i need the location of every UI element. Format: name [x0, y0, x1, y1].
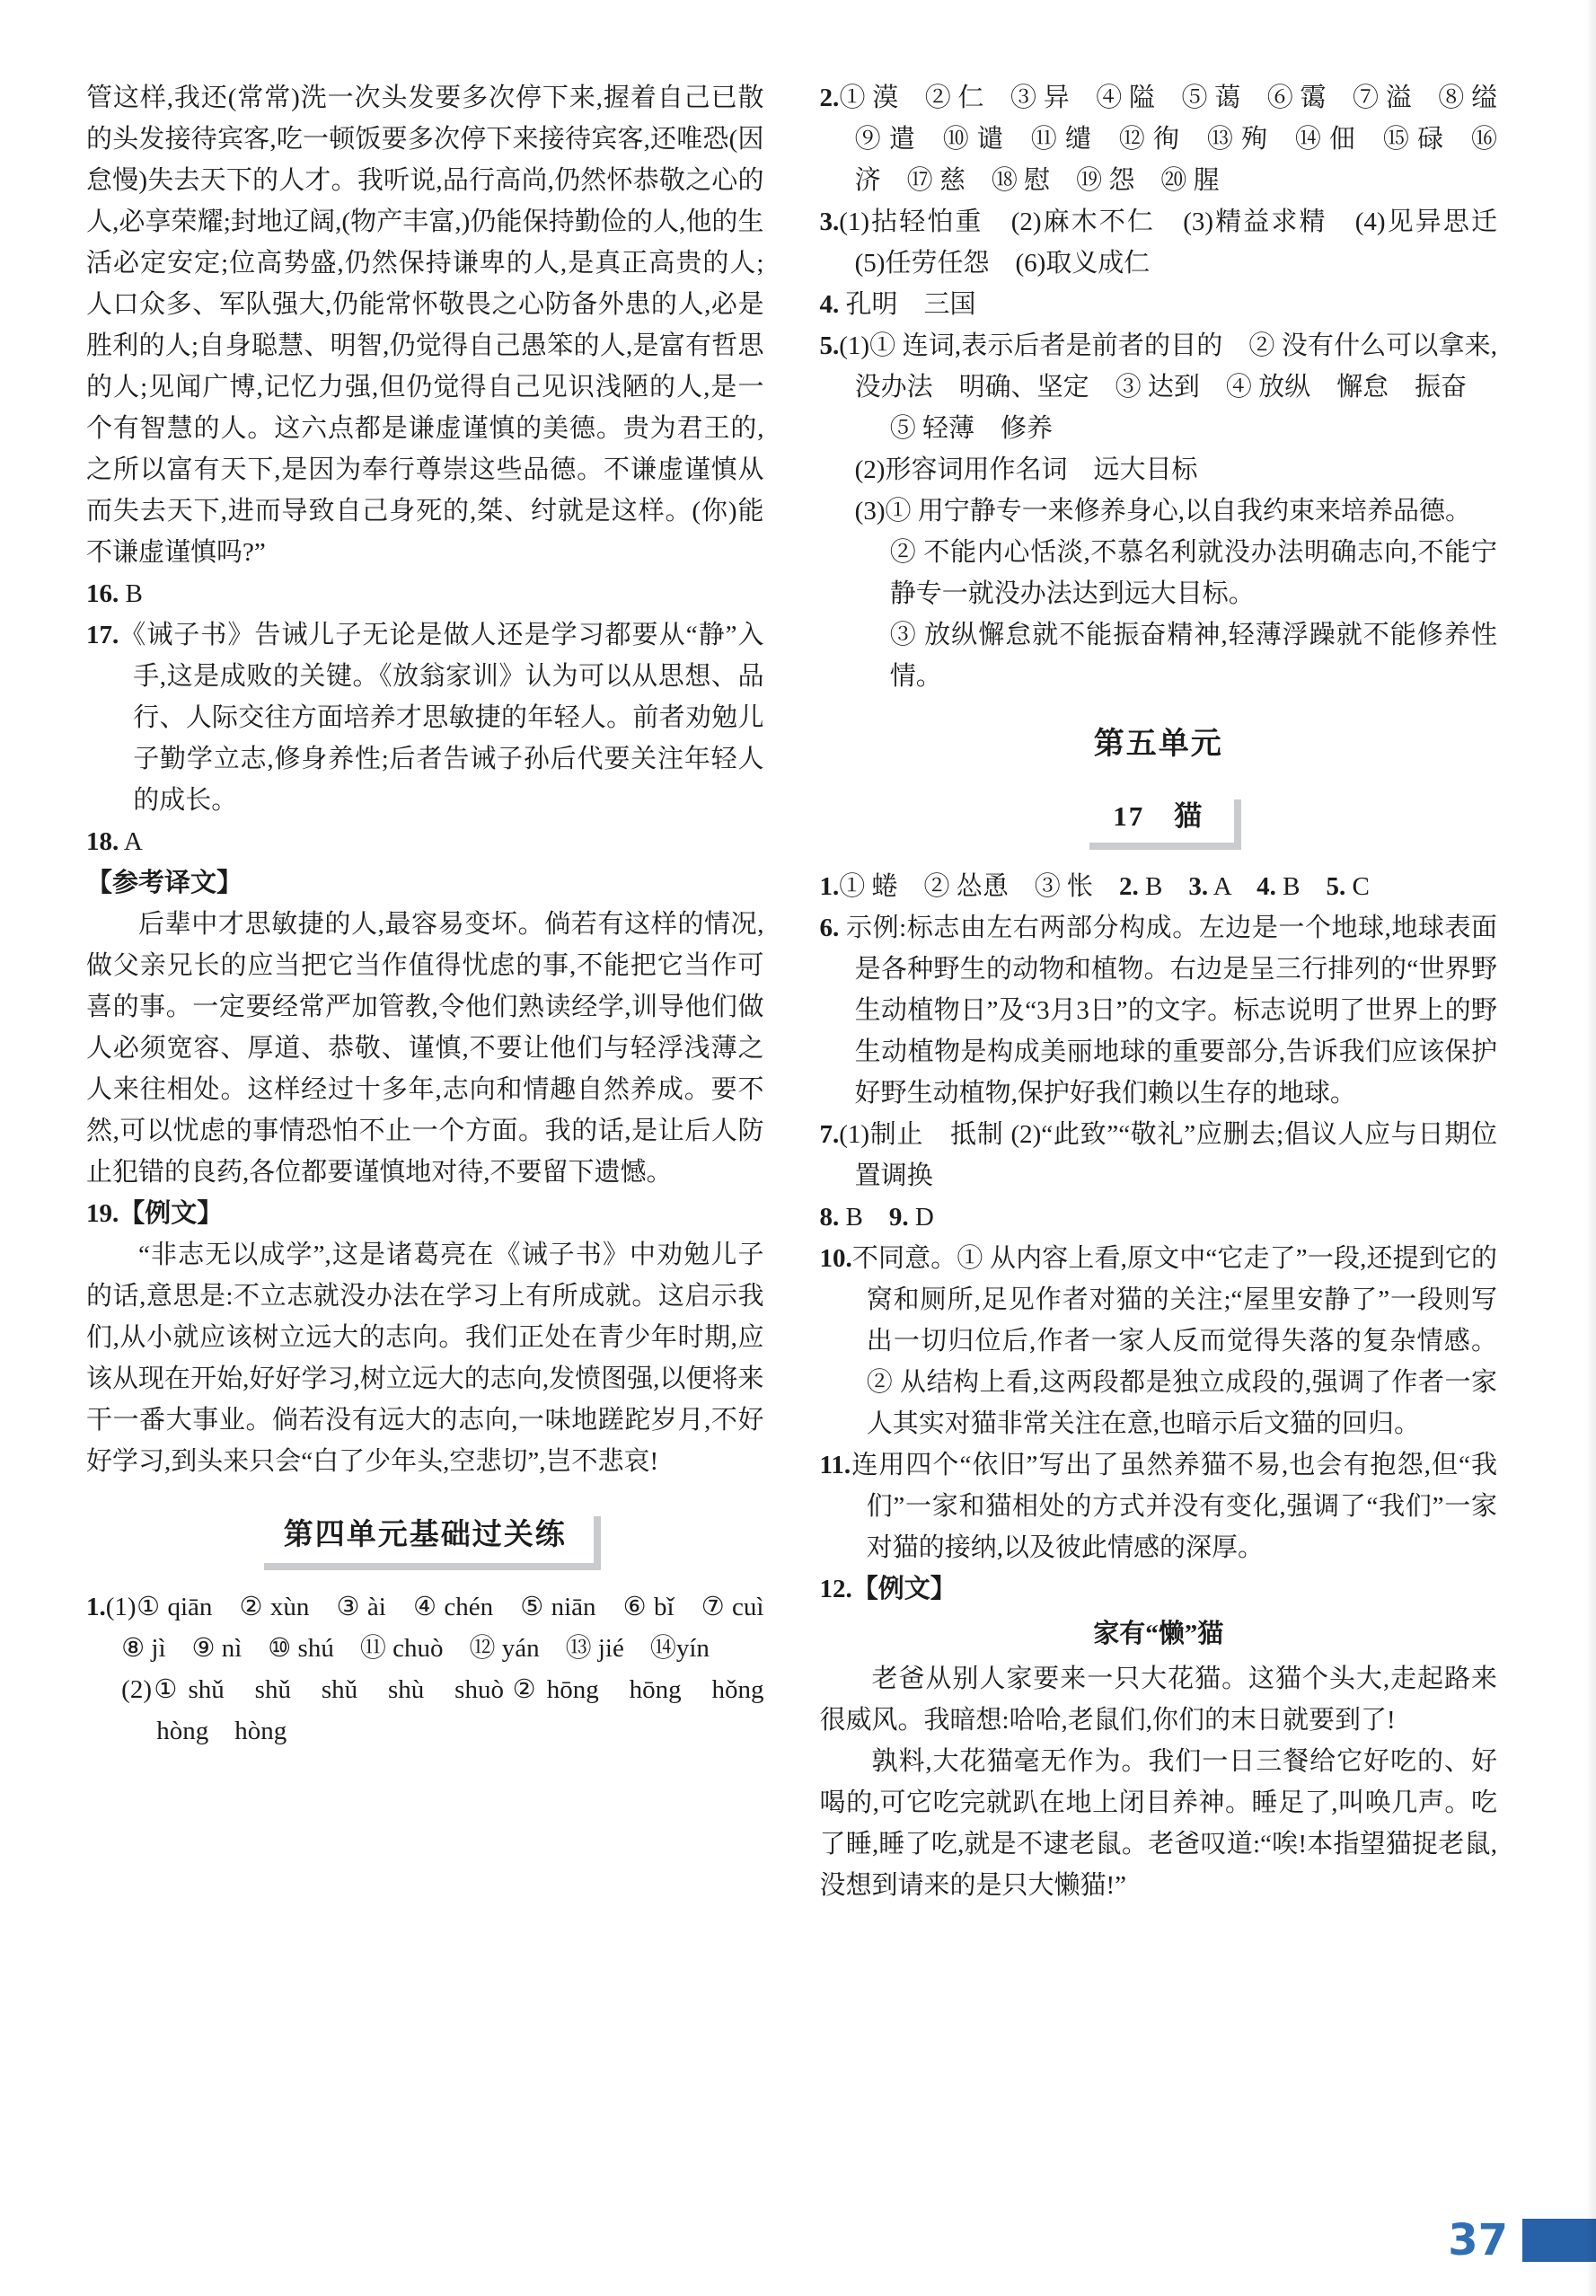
answer-text: ② 不能内心恬淡,不慕名利就没办法明确志向,不能宁静专一就没办法达到远大目标。	[889, 538, 1497, 608]
answer-text: B	[839, 1203, 889, 1232]
answer-text: 《诫子书》告诫儿子无论是做人还是学习都要从“静”入手,这是成败的关键。《放翁家训》认为可以从思想、品行、人际交往方面培养才思敏捷的年轻人。前者劝勉儿子勤学立志,修身养性;后者告诫子孙后代要关注年轻人的成长。	[119, 621, 764, 815]
answer-item	[820, 1197, 1498, 1238]
answer-number: 【例文】	[119, 1199, 224, 1228]
paragraph: 后辈中才思敏捷的人,最容易变坏。倘若有这样的情况,做父亲兄长的应当把它当作值得忧虑的事,不能把它当作可喜的事。一定要经常严加管教,令他们熟读经学,训导他们做人必须宽容、厚道、恭敬、谨慎,不要让他们与轻浮浅薄之人来往相处。这样经过十多年,志向和情趣自然养成。要不然,可以忧虑的事情恐怕不止一个方面。我的话,是让后人防止犯错的良药,各位都要谨慎地对待,不要留下遗憾。	[86, 910, 764, 1187]
answer-text: ① 漠 ② 仁 ③ 异 ④ 隘 ⑤ 蔼 ⑥ 霭 ⑦ 溢 ⑧ 缢 ⑨ 遣 ⑩ 谴 ⑪ 缱 ⑫ 徇 ⑬ 殉 ⑭ 佃 ⑮ 碌 ⑯ 济 ⑰ 慈 ⑱ 慰 ⑲ 怨 ⑳ 腥	[839, 84, 1524, 195]
answer-item	[819, 77, 1524, 201]
answer-item	[86, 1193, 764, 1234]
answer-text: (2)① shǔ shǔ shǔ shù shuò ② hōng hōng hǒng hòng hòng	[121, 1675, 790, 1745]
answer-number: 19.	[86, 1199, 119, 1228]
section-label: 【参考译文】	[86, 869, 243, 897]
answer-item	[819, 201, 1524, 284]
paragraph: 孰料,大花猫毫无作为。我们一日三餐给它好吃的、好喝的,可它吃完就趴在地上闭目养神。睡足了,叫唤几声。吃了睡,睡了吃,就是不逮老鼠。老爸叹道:“唉!本指望猫捉老鼠,没想到请来的是只大懒猫!”	[819, 1747, 1497, 1900]
answer-number: 3.	[819, 208, 840, 236]
answer-text: B	[1275, 872, 1327, 901]
answer-item	[86, 614, 764, 821]
answer-number: 【例文】	[851, 1575, 957, 1603]
answer-number: 7.	[819, 1120, 840, 1149]
answer-text: (1)① 连词,表示后者是前者的目的 ② 没有什么可以拿来,没办法 明确、坚定 ③ 达到 ④ 放纵 懈怠 振奋	[839, 331, 1497, 402]
answer-item	[820, 284, 1498, 325]
answer-text: 不同意。① 从内容上看,原文中“它走了”一段,还提到它的窝和厕所,足见作者对猫的关注;“屋里安静了”一段则写出一切归位后,作者一家人反而觉得失落的复杂情感。② 从结构上看,这两段都是独立成段的,强调了作者一家人其实对猫非常关注在意,也暗示后文猫的回归。	[851, 1244, 1497, 1438]
answer-number: 5.	[1326, 872, 1346, 901]
answer-subline	[820, 408, 1498, 449]
unit-title: 第五单元	[1093, 728, 1223, 761]
answer-number: 11.	[819, 1451, 851, 1479]
answer-text: 孔明 三国	[839, 290, 976, 319]
lesson-title-text: 17 猫	[1082, 792, 1234, 843]
answer-text: B	[1138, 872, 1189, 901]
answer-number: 1.	[86, 1593, 106, 1621]
answer-item	[820, 1568, 1498, 1610]
answer-text: (3)① 用宁静专一来修养身心,以自我约束来培养品德。	[854, 497, 1471, 525]
answer-item	[86, 821, 764, 862]
page-number: 37	[1448, 2215, 1508, 2265]
answer-subline	[820, 490, 1498, 532]
answer-item	[820, 866, 1498, 907]
composition-title: 家有“懒”猫	[1093, 1620, 1224, 1648]
answer-text: (2)形容词用作名词 远大目标	[854, 455, 1198, 484]
answer-text: ⑤ 轻薄 修养	[889, 414, 1054, 443]
answer-subline	[820, 449, 1498, 490]
page-number-bar	[1522, 2219, 1596, 2262]
answer-text: A	[1208, 872, 1257, 901]
answer-number: 6.	[819, 914, 840, 942]
paragraph: “非志无以成学”,这是诸葛亮在《诫子书》中劝勉儿子的话,意思是:不立志就没办法在学习上有所成就。这启示我们,从小就应该树立远大的志向。我们正处在青少年时期,应该从现在开始,好好学习,树立远大的志向,发愤图强,以便将来干一番大事业。倘若没有远大的志向,一味地蹉跎岁月,不好好学习,到头来只会“白了少年头,空悲切”,岂不悲哀!	[86, 1241, 764, 1476]
answer-subline	[86, 1669, 790, 1752]
left-column	[86, 77, 790, 1906]
answer-number: 9.	[888, 1203, 909, 1232]
paragraph-continued: 管这样,我还(常常)洗一次头发要多次停下来,握着自己已散的头发接待宾客,吃一顿饭要多次停下来接待宾客,还唯恐(因怠慢)失去天下的人才。我听说,品行高尚,仍然怀恭敬之心的人,必享荣耀;封地辽阔,(物产丰富,)仍能保持勤俭的人,他的生活必定安定;位高势盛,仍然保持谦卑的人,是真正高贵的人;人口众多、军队强大,仍能常怀敬畏之心防备外患的人,必是胜利的人;自身聪慧、明智,仍觉得自己愚笨的人,是富有哲思的人;见闻广博,记忆力强,但仍觉得自己见识浅陋的人,是一个有智慧的人。这六点都是谦虚谨慎的美德。贵为君王的,之所以富有天下,是因为奉行尊崇这些品德。不谦虚谨慎从而失去天下,进而导致自己身死的,桀、纣就是这样。(你)能不谦虚谨慎吗?”	[86, 84, 764, 567]
answer-text: C	[1345, 872, 1370, 901]
answer-number: 2.	[819, 84, 840, 112]
answer-item	[820, 325, 1498, 408]
answer-text: (1)① qiān ② xùn ③ ài ④ chén ⑤ niān ⑥ bǐ ⑦ cuì ⑧ jì ⑨ nì ⑩ shú ⑪ chuò ⑫ yán ⑬ jié ⑭yín	[105, 1593, 790, 1663]
answer-number: 12.	[819, 1575, 852, 1603]
answer-number: 3.	[1188, 872, 1209, 901]
answer-item	[820, 1238, 1498, 1444]
page-footer	[1448, 2215, 1596, 2265]
answer-text: (1)制止 抵制 (2)“此致”“敬礼”应删去;倡议人应与日期位置调换	[839, 1120, 1497, 1190]
answer-text: ③ 放纵懈怠就不能振奋精神,轻薄浮躁就不能修养性情。	[889, 621, 1497, 691]
answer-number: 10.	[819, 1244, 852, 1273]
lesson-title	[820, 792, 1498, 843]
answer-number: 4.	[1257, 872, 1276, 901]
answer-text: 示例:标志由左右两部分构成。左边是一个地球,地球表面是各种野生的动物和植物。右边是呈三行排列的“世界野生动植物日”及“3月3日”的文字。标志说明了世界上的野生动植物是构成美丽地球的重要部分,告诉我们应该保护好野生动植物,保护好我们赖以生存的地球。	[839, 914, 1497, 1108]
lesson-title	[86, 1509, 764, 1563]
answer-number: 17.	[86, 621, 119, 649]
answer-text: B	[119, 579, 143, 608]
answer-item	[820, 907, 1498, 1114]
answer-subline	[820, 614, 1498, 697]
answer-item	[820, 1444, 1498, 1568]
answer-subline	[820, 532, 1498, 614]
answer-item	[86, 1586, 790, 1669]
answer-number: 5.	[819, 331, 840, 360]
answer-number: 18.	[86, 827, 119, 856]
answer-text: A	[119, 827, 143, 856]
answer-number: 1.	[819, 872, 840, 901]
paragraph: 老爸从别人家要来一只大花猫。这猫个头大,走起路来很威风。我暗想:哈哈,老鼠们,你们的末日就要到了!	[819, 1665, 1497, 1735]
answer-number: 8.	[819, 1203, 840, 1232]
lesson-title-text: 第四单元基础过关练	[257, 1509, 594, 1563]
answer-text: 连用四个“依旧”写出了虽然养猫不易,也会有抱怨,但“我们”一家和猫相处的方式并没有变化,强调了“我们”一家对猫的接纳,以及彼此情感的深厚。	[851, 1451, 1497, 1562]
answer-text: ① 蜷 ② 怂恿 ③ 怅	[839, 872, 1120, 901]
answer-number: 2.	[1119, 872, 1139, 901]
answer-item	[820, 1114, 1498, 1197]
answer-text: (1)拈轻怕重 (2)麻木不仁 (3)精益求精 (4)见异思迁 (5)任劳任怨 (6)取义成仁	[839, 208, 1524, 278]
answer-text: D	[908, 1203, 934, 1232]
answer-item	[86, 573, 764, 614]
right-column	[819, 77, 1524, 1906]
answer-number: 4.	[819, 290, 840, 319]
answer-number: 16.	[86, 579, 119, 608]
